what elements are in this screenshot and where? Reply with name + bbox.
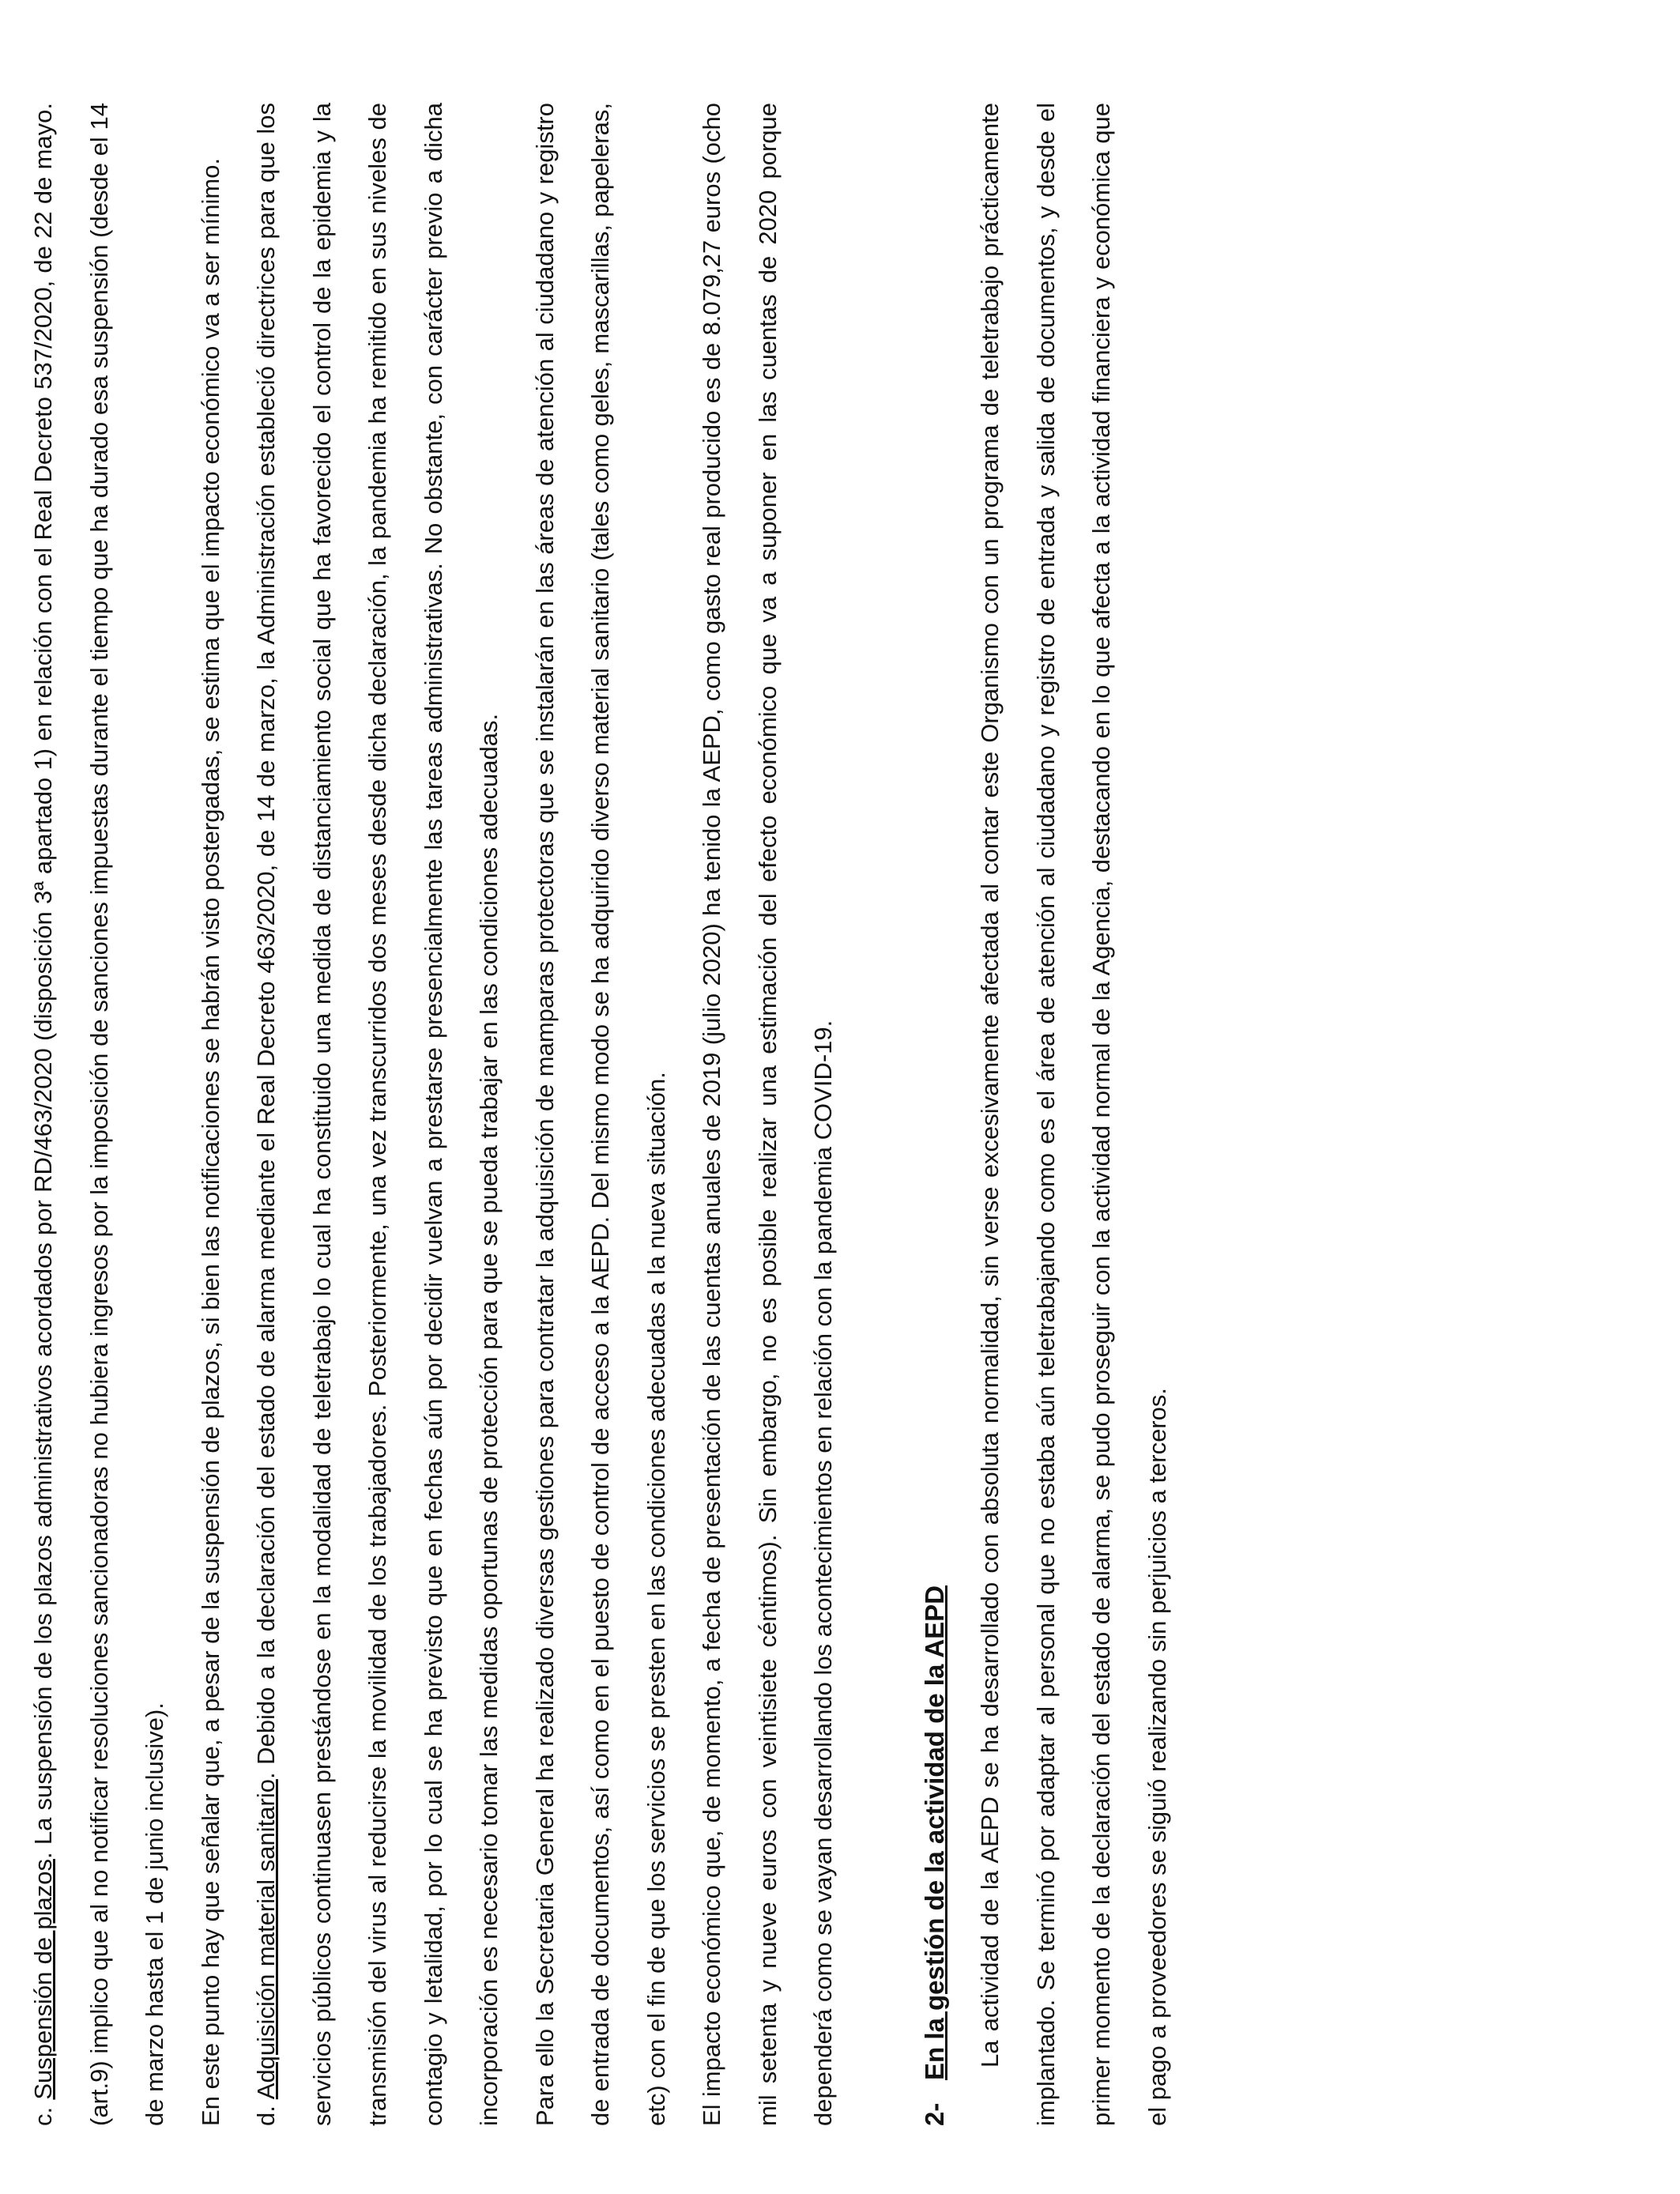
rotated-document-page [16, 103, 1636, 2126]
section-2-paragraph: La actividad de la AEPD se ha desarrollado con absoluta normalidad, sin verse excesivamente afectada al contar este Organismo con un programa de teletrabajo prácticamente implantado. Se terminó por adaptar al personal que no estaba aún teletrabajando como es el área de atención al ciudadano y registro de entrada y salida de documentos, y desde el primer momento de la declaración del estado de alarma, se pudo proseguir con la actividad normal de la Agencia, destacando en lo que afecta a la actividad financiera y económica que el pago a proveedores se siguió realizando sin perjuicios a terceros. [976, 103, 1171, 2126]
section-2-number: 2- [919, 2102, 949, 2126]
section-c-letter: c. [29, 2106, 57, 2126]
section-2-heading [907, 103, 963, 2126]
notificaciones-paragraph: En este punto hay que señalar que, a pesar de la suspensión de plazos, si bien las notificaciones se habrán visto postergadas, se estima que el impacto económico va a ser mínimo. [196, 157, 224, 2126]
impacto-paragraph: El impacto económico que, de momento, a fecha de presentación de las cuentas anuales de 2019 (julio 2020) ha tenido la AEPD, como gasto real producido es de 8.079,27 euros (ocho mil setenta y nueve euros con veintisiete céntimos). Sin embargo, no es posible realizar una estimación del efecto económico que va a suponer en las cuentas de 2020 porque dependerá como se vayan desarrollando los acontecimientos en relación con la pandemia COVID-19. [698, 103, 837, 2126]
section-d-title: Adquisición material sanitario [252, 1779, 280, 2100]
section-d-text: . Debido a la declaración del estado de alarma mediante el Real Decreto 463/2020, de 14 de marzo, la Administración estableció directrices para que los servicios públicos continuasen prestándose en la modalidad de teletrabajo lo cual ha constituido una medida de distanciamiento social que ha favorecido el control de la epidemia y la transmisión del virus al reducirse la movilidad de los trabajadores. Posteriormente, una vez transcurridos dos meses desde dicha declaración, la pandemia ha remitido en sus niveles de contagio y letalidad, por lo cual se ha previsto que en fechas aún por decidir vuelvan a prestarse presencialmente las tareas administrativas. No obstante, con carácter previo a dicha incorporación es necesario tomar las medidas oportunas de protección para que se pueda trabajar en las condiciones adecuadas. [252, 103, 503, 2126]
section-c-title: Suspensión de plazos [29, 1859, 57, 2100]
section-c-text: . La suspensión de los plazos administrativos acordados por RD/463/2020 (disposición 3ª apartado 1) en relación con el Real Decreto 537/2020, de 22 de mayo. (art.9) implico que al no notificar resoluciones sancionadoras no hubiera ingresos por la imposición de sanciones impuestas durante el tiempo que ha durado esa suspensión (desde el 14 de marzo hasta el 1 de junio inclusive). [29, 103, 168, 2126]
section-2-title: En la gestión de la actividad de la AEPD [919, 1585, 949, 2080]
section-c-paragraph [16, 103, 183, 2126]
section-d-letter: d. [252, 2105, 280, 2126]
secretaria-paragraph: Para ello la Secretaria General ha realizado diversas gestiones para contratar la adquisición de mamparas protectoras que se instalarán en las áreas de atención al ciudadano y registro de entrada de documentos, así como en el puesto de control de acceso a la AEPD. Del mismo modo se ha adquirido diverso material sanitario (tales como geles, mascarillas, papeleras, etc) con el fin de que los servicios se presten en las condiciones adecuadas a la nueva situación. [530, 103, 670, 2126]
section-d-paragraph [239, 103, 518, 2126]
section-spacer [852, 103, 907, 2126]
